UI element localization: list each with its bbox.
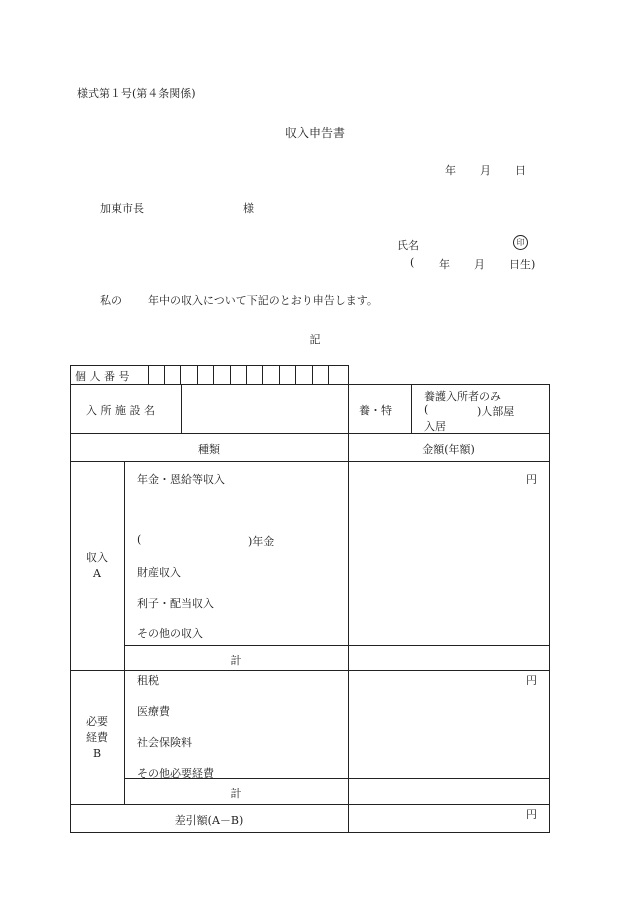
expense-total-label: 計 [230,787,242,800]
birth-month-label: 月 [474,258,485,271]
date-day-label: 日 [515,164,526,177]
expense-item-other: その他必要経費 [137,767,214,780]
seal-mark: 印 [513,235,528,250]
personal-number-label: 個 人 番 号 [75,370,130,383]
table-line [124,461,125,804]
care-note-open-paren: ( [424,403,429,416]
personal-number-digit-boxes[interactable] [149,366,348,384]
income-group-label-line2: A [93,567,101,580]
difference-yen-unit: 円 [526,808,537,821]
expense-group-label-line3: B [92,747,102,760]
ki-heading: 記 [309,333,321,346]
income-total-label: 計 [230,654,242,667]
facility-name-label: 入 所 施 設 名 [86,404,155,417]
income-amount-field[interactable] [349,462,549,645]
income-group-label [70,550,124,582]
income-item-other-pension-open: ( [137,533,142,546]
birth-day-label: 日生) [509,258,536,271]
income-item-interest: 利子・配当収入 [137,597,214,610]
recipient-honorific: 様 [243,202,254,215]
birth-open-paren: ( [410,256,415,269]
income-yen-unit: 円 [526,473,537,486]
difference-amount-field[interactable] [349,805,549,832]
form-number: 様式第１号(第４条関係) [77,87,196,100]
seal-icon [513,235,528,250]
care-note-line3: 入居 [424,420,446,433]
expense-item-insurance: 社会保険料 [137,736,192,749]
expense-item-tax: 租税 [137,674,159,687]
income-item-other-pension-close: )年金 [248,535,275,548]
difference-label: 差引額(A－B) [174,814,244,827]
date-year-label: 年 [445,164,456,177]
income-item-pension: 年金・恩給等収入 [137,473,225,486]
care-type-label: 養・特 [359,404,392,417]
birth-year-label: 年 [439,258,450,271]
declaration-prefix: 私の [100,294,122,307]
column-header-amount: 金額(年額) [422,443,475,456]
recipient-mayor: 加東市長 [100,202,144,215]
care-note-room-label: )人部屋 [477,405,515,418]
facility-name-field[interactable] [182,385,348,433]
expense-group-label-line1: 必要 [86,715,108,728]
expense-total-amount-field[interactable] [349,779,549,804]
table-line [70,433,550,434]
table-line [70,832,550,833]
column-header-type: 種類 [198,443,220,456]
table-line [348,365,349,384]
income-group-label-line1: 収入 [86,551,108,564]
table-line [411,384,412,433]
expense-amount-field[interactable] [349,671,549,778]
table-line [549,384,550,833]
table-line [70,365,71,833]
expense-yen-unit: 円 [526,674,537,687]
expense-group-label [70,714,124,762]
care-note-line1: 養護入所者のみ [424,390,501,403]
applicant-name-label: 氏名 [397,239,419,252]
date-month-label: 月 [480,164,491,177]
declaration-text: 年中の収入について下記のとおり申告します。 [148,294,378,307]
income-item-property: 財産収入 [137,566,181,579]
document-title: 収入申告書 [284,126,345,140]
expense-item-medical: 医療費 [137,705,170,718]
expense-group-label-line2: 経費 [86,731,108,744]
income-item-other: その他の収入 [137,627,203,640]
income-total-amount-field[interactable] [349,646,549,670]
